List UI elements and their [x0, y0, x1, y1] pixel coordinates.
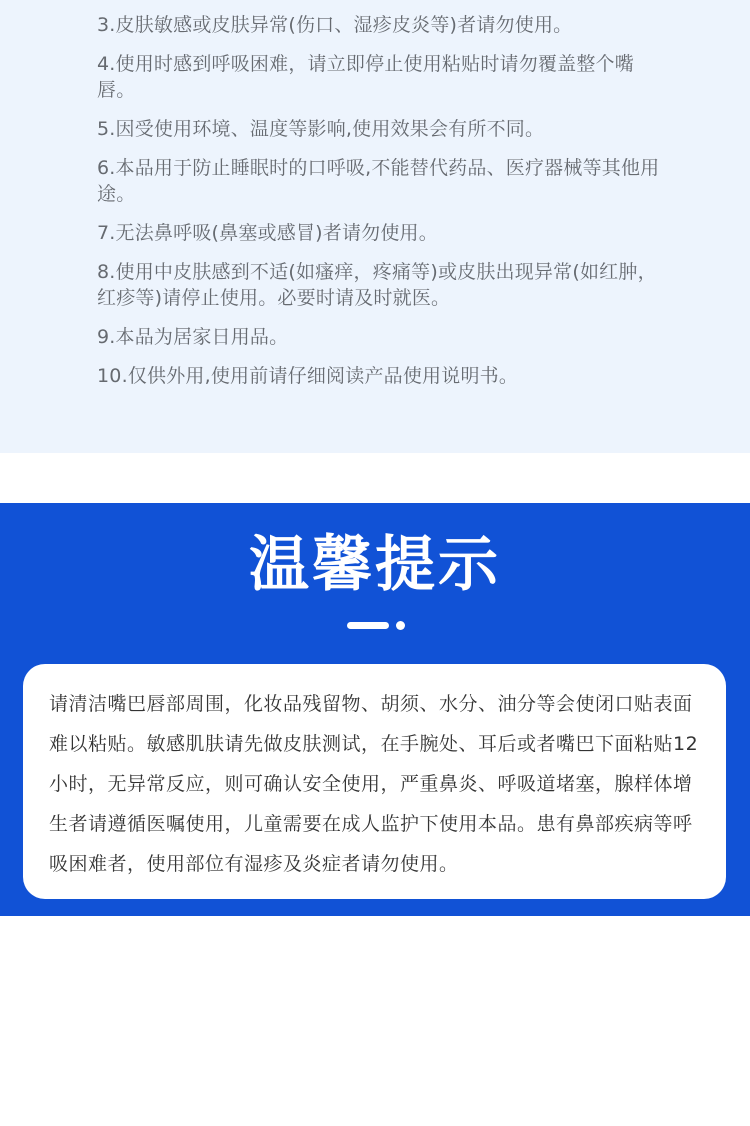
- precaution-item: 3.皮肤敏感或皮肤异常(伤口、湿疹皮炎等)者请勿使用。: [97, 14, 573, 36]
- precaution-item: 6.本品用于防止睡眠时的口呼吸,不能替代药品、医疗器械等其他用途。: [97, 157, 660, 205]
- title-divider-bar: [347, 622, 389, 629]
- precaution-item: 8.使用中皮肤感到不适(如瘙痒，疼痛等)或皮肤出现异常(如红肿，红疹等)请停止使用。必要时请及时就医。: [97, 261, 657, 309]
- precaution-item: 7.无法鼻呼吸(鼻塞或感冒)者请勿使用。: [97, 222, 438, 244]
- precaution-item: 10.仅供外用,使用前请仔细阅读产品使用说明书。: [97, 365, 519, 387]
- title-divider-dot: [396, 621, 405, 630]
- precaution-item: 5.因受使用环境、温度等影响,使用效果会有所不同。: [97, 118, 545, 140]
- precautions-panel: [0, 0, 750, 453]
- precaution-item: 9.本品为居家日用品。: [97, 326, 289, 348]
- warm-tips-text: 请清洁嘴巴唇部周围，化妆品残留物、胡须、水分、油分等会使闭口贴表面难以粘贴。敏感肌肤请先做皮肤测试，在手腕处、耳后或者嘴巴下面粘贴12小时，无异常反应，则可确认安全使用，严重鼻炎、呼吸道堵塞，腺样体增生者请遵循医嘱使用，儿童需要在成人监护下使用本品。患有鼻部疾病等呼吸困难者，使用部位有湿疹及炎症者请勿使用。: [49, 693, 699, 875]
- precaution-item: 4.使用时感到呼吸困难，请立即停止使用粘贴时请勿覆盖整个嘴唇。: [97, 53, 634, 101]
- warm-tips-section: [0, 503, 750, 916]
- warm-tips-title: 温馨提示: [249, 530, 501, 600]
- warm-tips-card: [23, 664, 726, 899]
- precautions-list: [97, 12, 667, 402]
